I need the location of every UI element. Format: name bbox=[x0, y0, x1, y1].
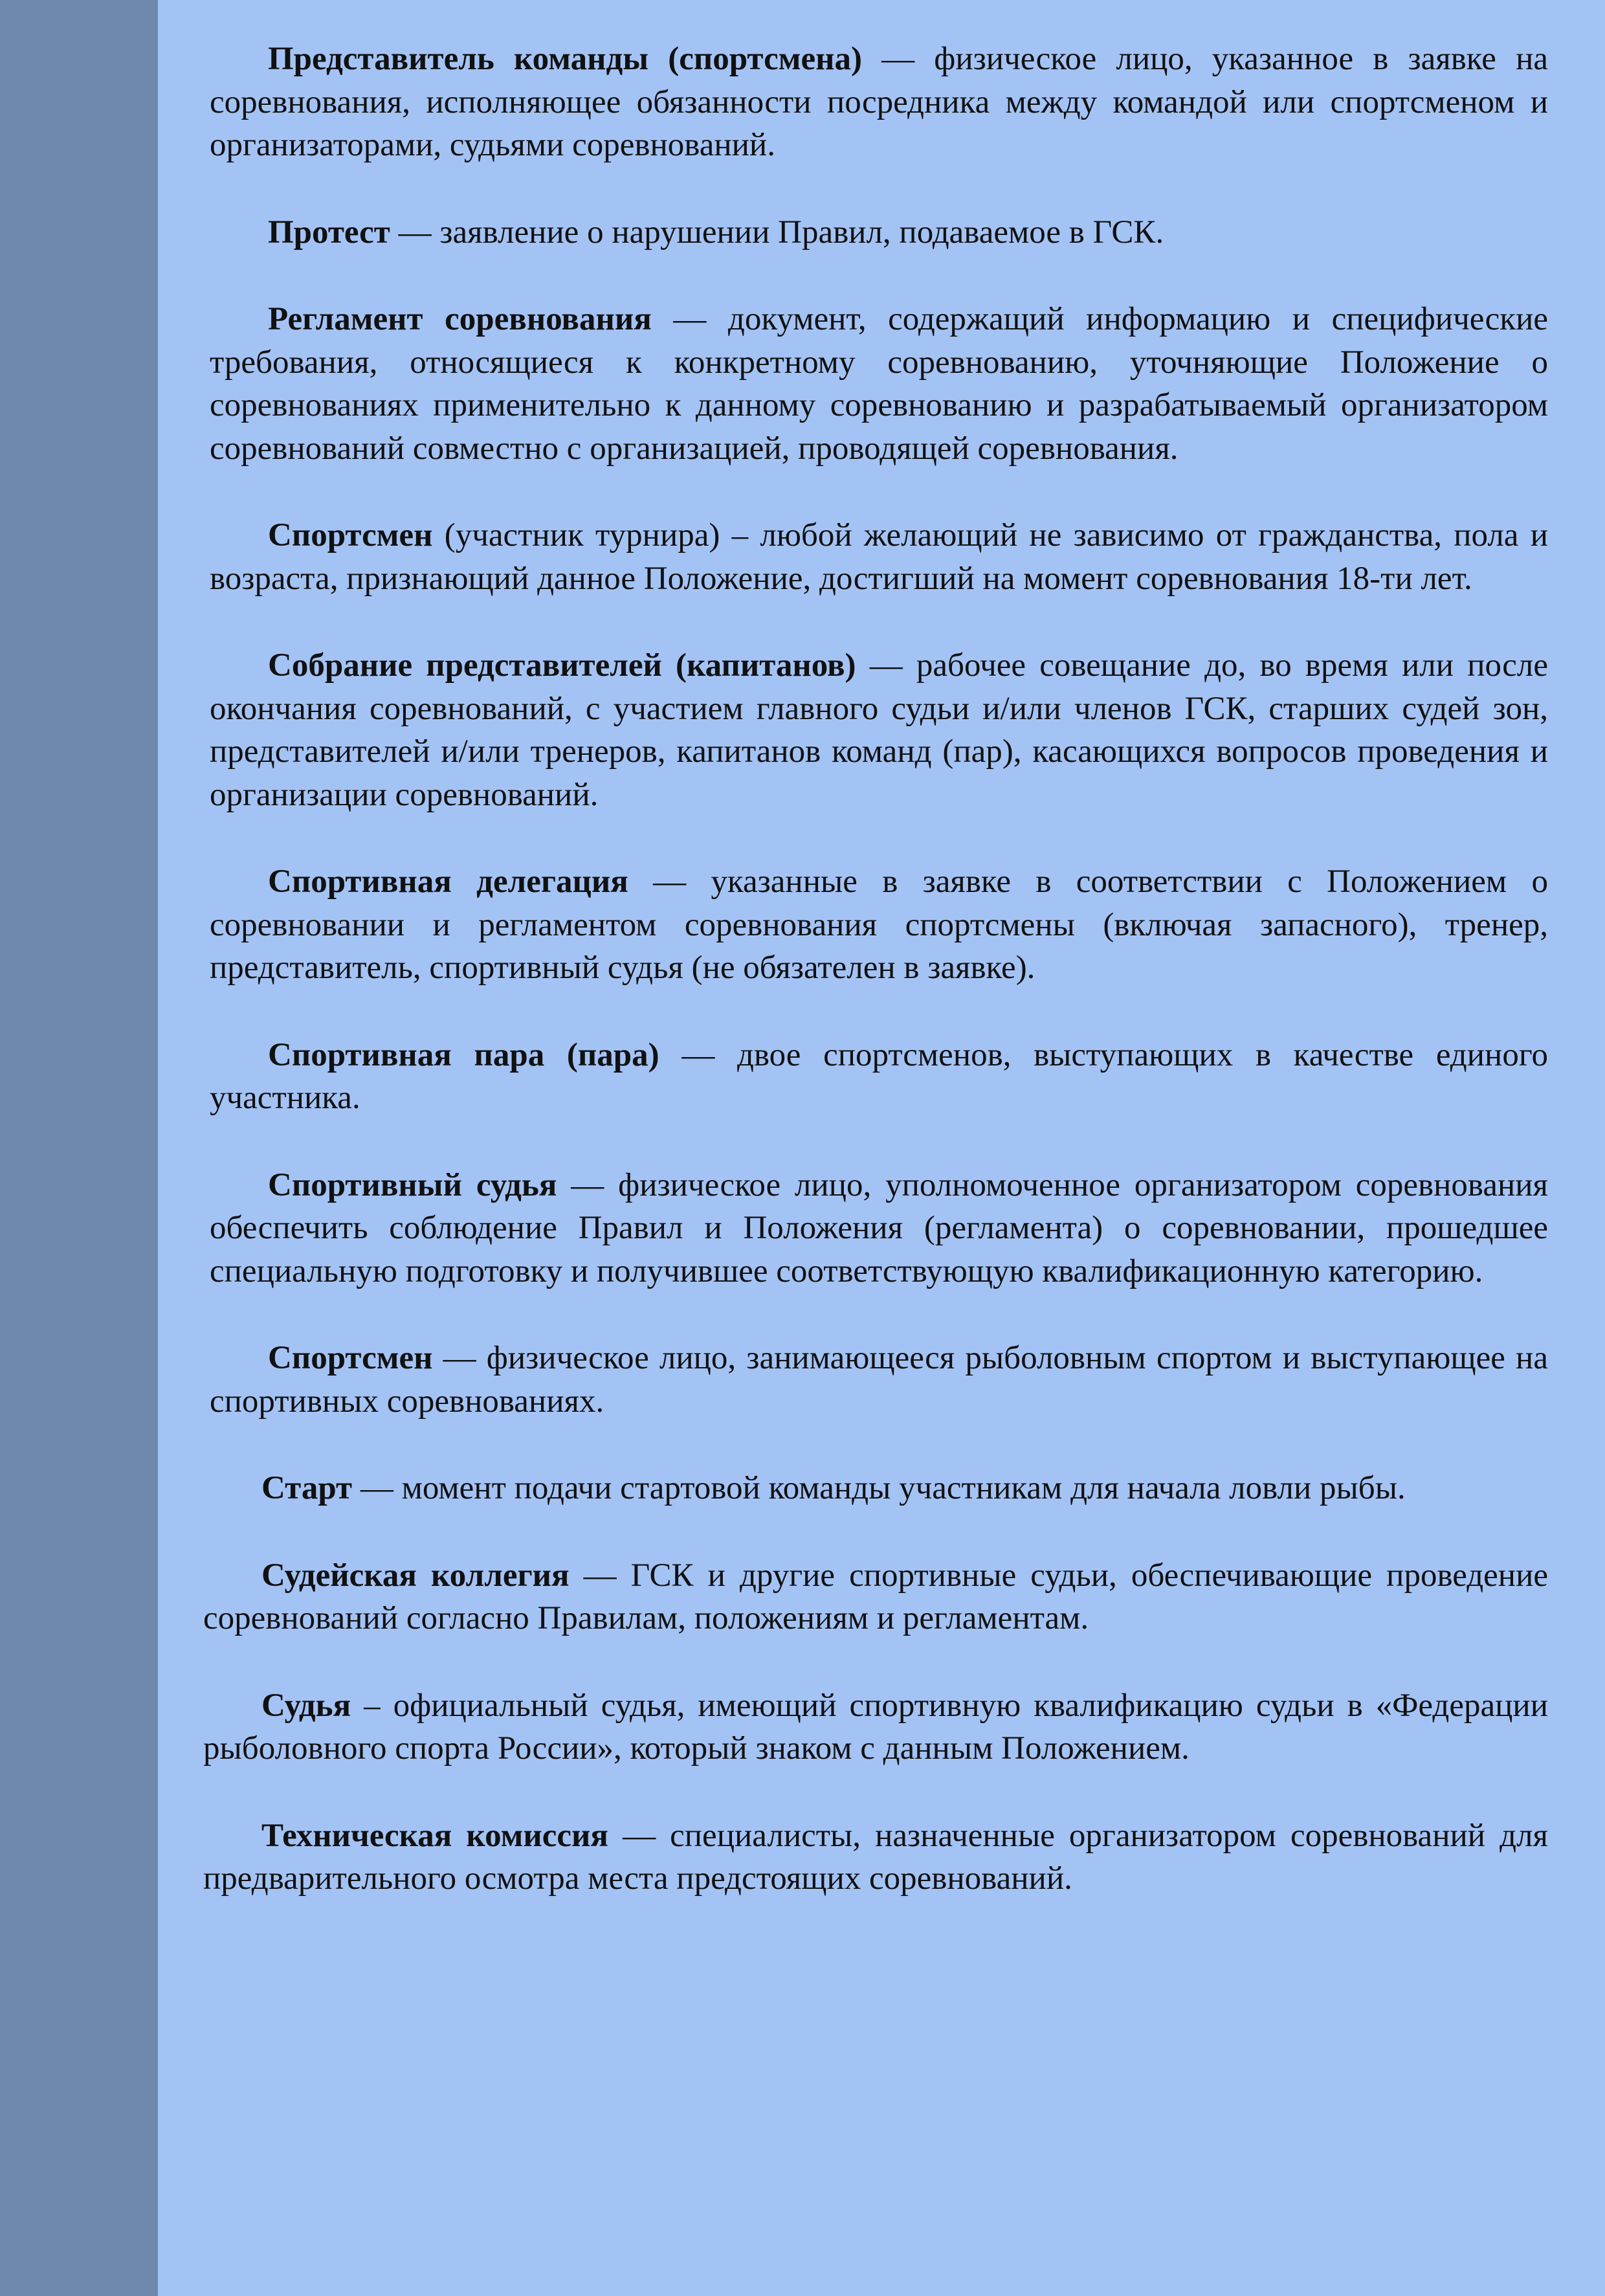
glossary-definition: — физическое лицо, уполномоченное организатором соревнования обеспечить соблюдение Правил и Положения (регламента) о соревновании, прошедшее специальную подготовку и получившее соответствующую квалификационную категорию. bbox=[210, 1166, 1549, 1289]
glossary-term: Спортивный судья bbox=[268, 1166, 557, 1203]
glossary-entry bbox=[210, 514, 1548, 600]
glossary-entry bbox=[203, 1554, 1548, 1640]
glossary-definition: — момент подачи стартовой команды участникам для начала ловли рыбы. bbox=[352, 1470, 1406, 1506]
glossary-term: Спортсмен bbox=[268, 1340, 433, 1376]
glossary-definition: (участник турнира) – любой желающий не зависимо от гражданства, пола и возраста, признающий данное Положение, достигший на момент соревнования 18-ти лет. bbox=[210, 517, 1548, 597]
glossary-term: Судейская коллегия bbox=[261, 1557, 570, 1594]
glossary-entry bbox=[210, 644, 1548, 816]
glossary-definition: — физическое лицо, указанное в заявке на соревнования, исполняющее обязанности посредника между командой или спортсменом и организаторами, судьями соревнований. bbox=[210, 41, 1549, 163]
glossary-definition: — рабочее совещание до, во время или после окончания соревнований, с участием главного судьи и/или членов ГСК, старших судей зон, представителей и/или тренеров, капитанов команд (пар), касающихся вопросов проведения и организации соревнований. bbox=[210, 647, 1548, 813]
glossary-definition: — специалисты, назначенные организатором соревнований для предварительного осмотра места предстоящих соревнований. bbox=[203, 1817, 1548, 1897]
glossary-definition: — указанные в заявке в соответствии с Положением о соревновании и регламентом соревнования спортсмены (включая запасного), тренер, представитель, спортивный судья (не обязателен в заявке). bbox=[210, 864, 1548, 986]
glossary-term: Судья bbox=[261, 1687, 351, 1724]
glossary-term: Протест bbox=[268, 214, 390, 251]
glossary-definition: — заявление о нарушении Правил, подаваемое в ГСК. bbox=[390, 214, 1164, 251]
glossary-definition: — физическое лицо, занимающееся рыболовным спортом и выступающее на спортивных соревнованиях. bbox=[210, 1340, 1548, 1420]
glossary-definition: — документ, содержащий информацию и специфические требования, относящиеся к конкретному соревнованию, уточняющие Положение о соревнованиях применительно к данному соревнованию и разрабатываемый организатором соревнований совместно с организацией, проводящей соревнования. bbox=[210, 301, 1548, 467]
glossary-entry bbox=[203, 1467, 1548, 1510]
glossary-term: Спортивная пара (пара) bbox=[268, 1036, 659, 1073]
glossary-entry bbox=[203, 1684, 1548, 1770]
glossary-entry bbox=[203, 1814, 1548, 1900]
glossary-entry bbox=[210, 860, 1548, 990]
glossary-term: Спортсмен bbox=[268, 517, 433, 553]
glossary-entry bbox=[210, 1337, 1548, 1423]
glossary-definition: — ГСК и другие спортивные судьи, обеспечивающие проведение соревнований согласно Правилам, положениям и регламентам. bbox=[203, 1557, 1548, 1636]
glossary-entry bbox=[210, 38, 1548, 167]
glossary-entry bbox=[210, 1164, 1548, 1293]
glossary-term: Собрание представителей (капитанов) bbox=[268, 647, 856, 684]
glossary-term: Регламент соревнования bbox=[268, 301, 652, 337]
glossary-entry bbox=[210, 1034, 1548, 1120]
glossary-term: Спортивная делегация bbox=[268, 864, 628, 900]
left-side-band bbox=[0, 0, 158, 2296]
glossary-definition: – официальный судья, имеющий спортивную квалификацию судьи в «Федерации рыболовного спорта России», который знаком с данным Положением. bbox=[203, 1687, 1548, 1767]
glossary-term: Старт bbox=[261, 1470, 353, 1506]
glossary-content bbox=[203, 38, 1549, 1945]
glossary-term: Техническая комиссия bbox=[261, 1817, 608, 1854]
glossary-definition: — двое спортсменов, выступающих в качестве единого участника. bbox=[210, 1036, 1548, 1116]
glossary-entry bbox=[210, 298, 1548, 470]
glossary-term: Представитель команды (спортсмена) bbox=[268, 41, 862, 77]
glossary-entry bbox=[210, 211, 1548, 254]
